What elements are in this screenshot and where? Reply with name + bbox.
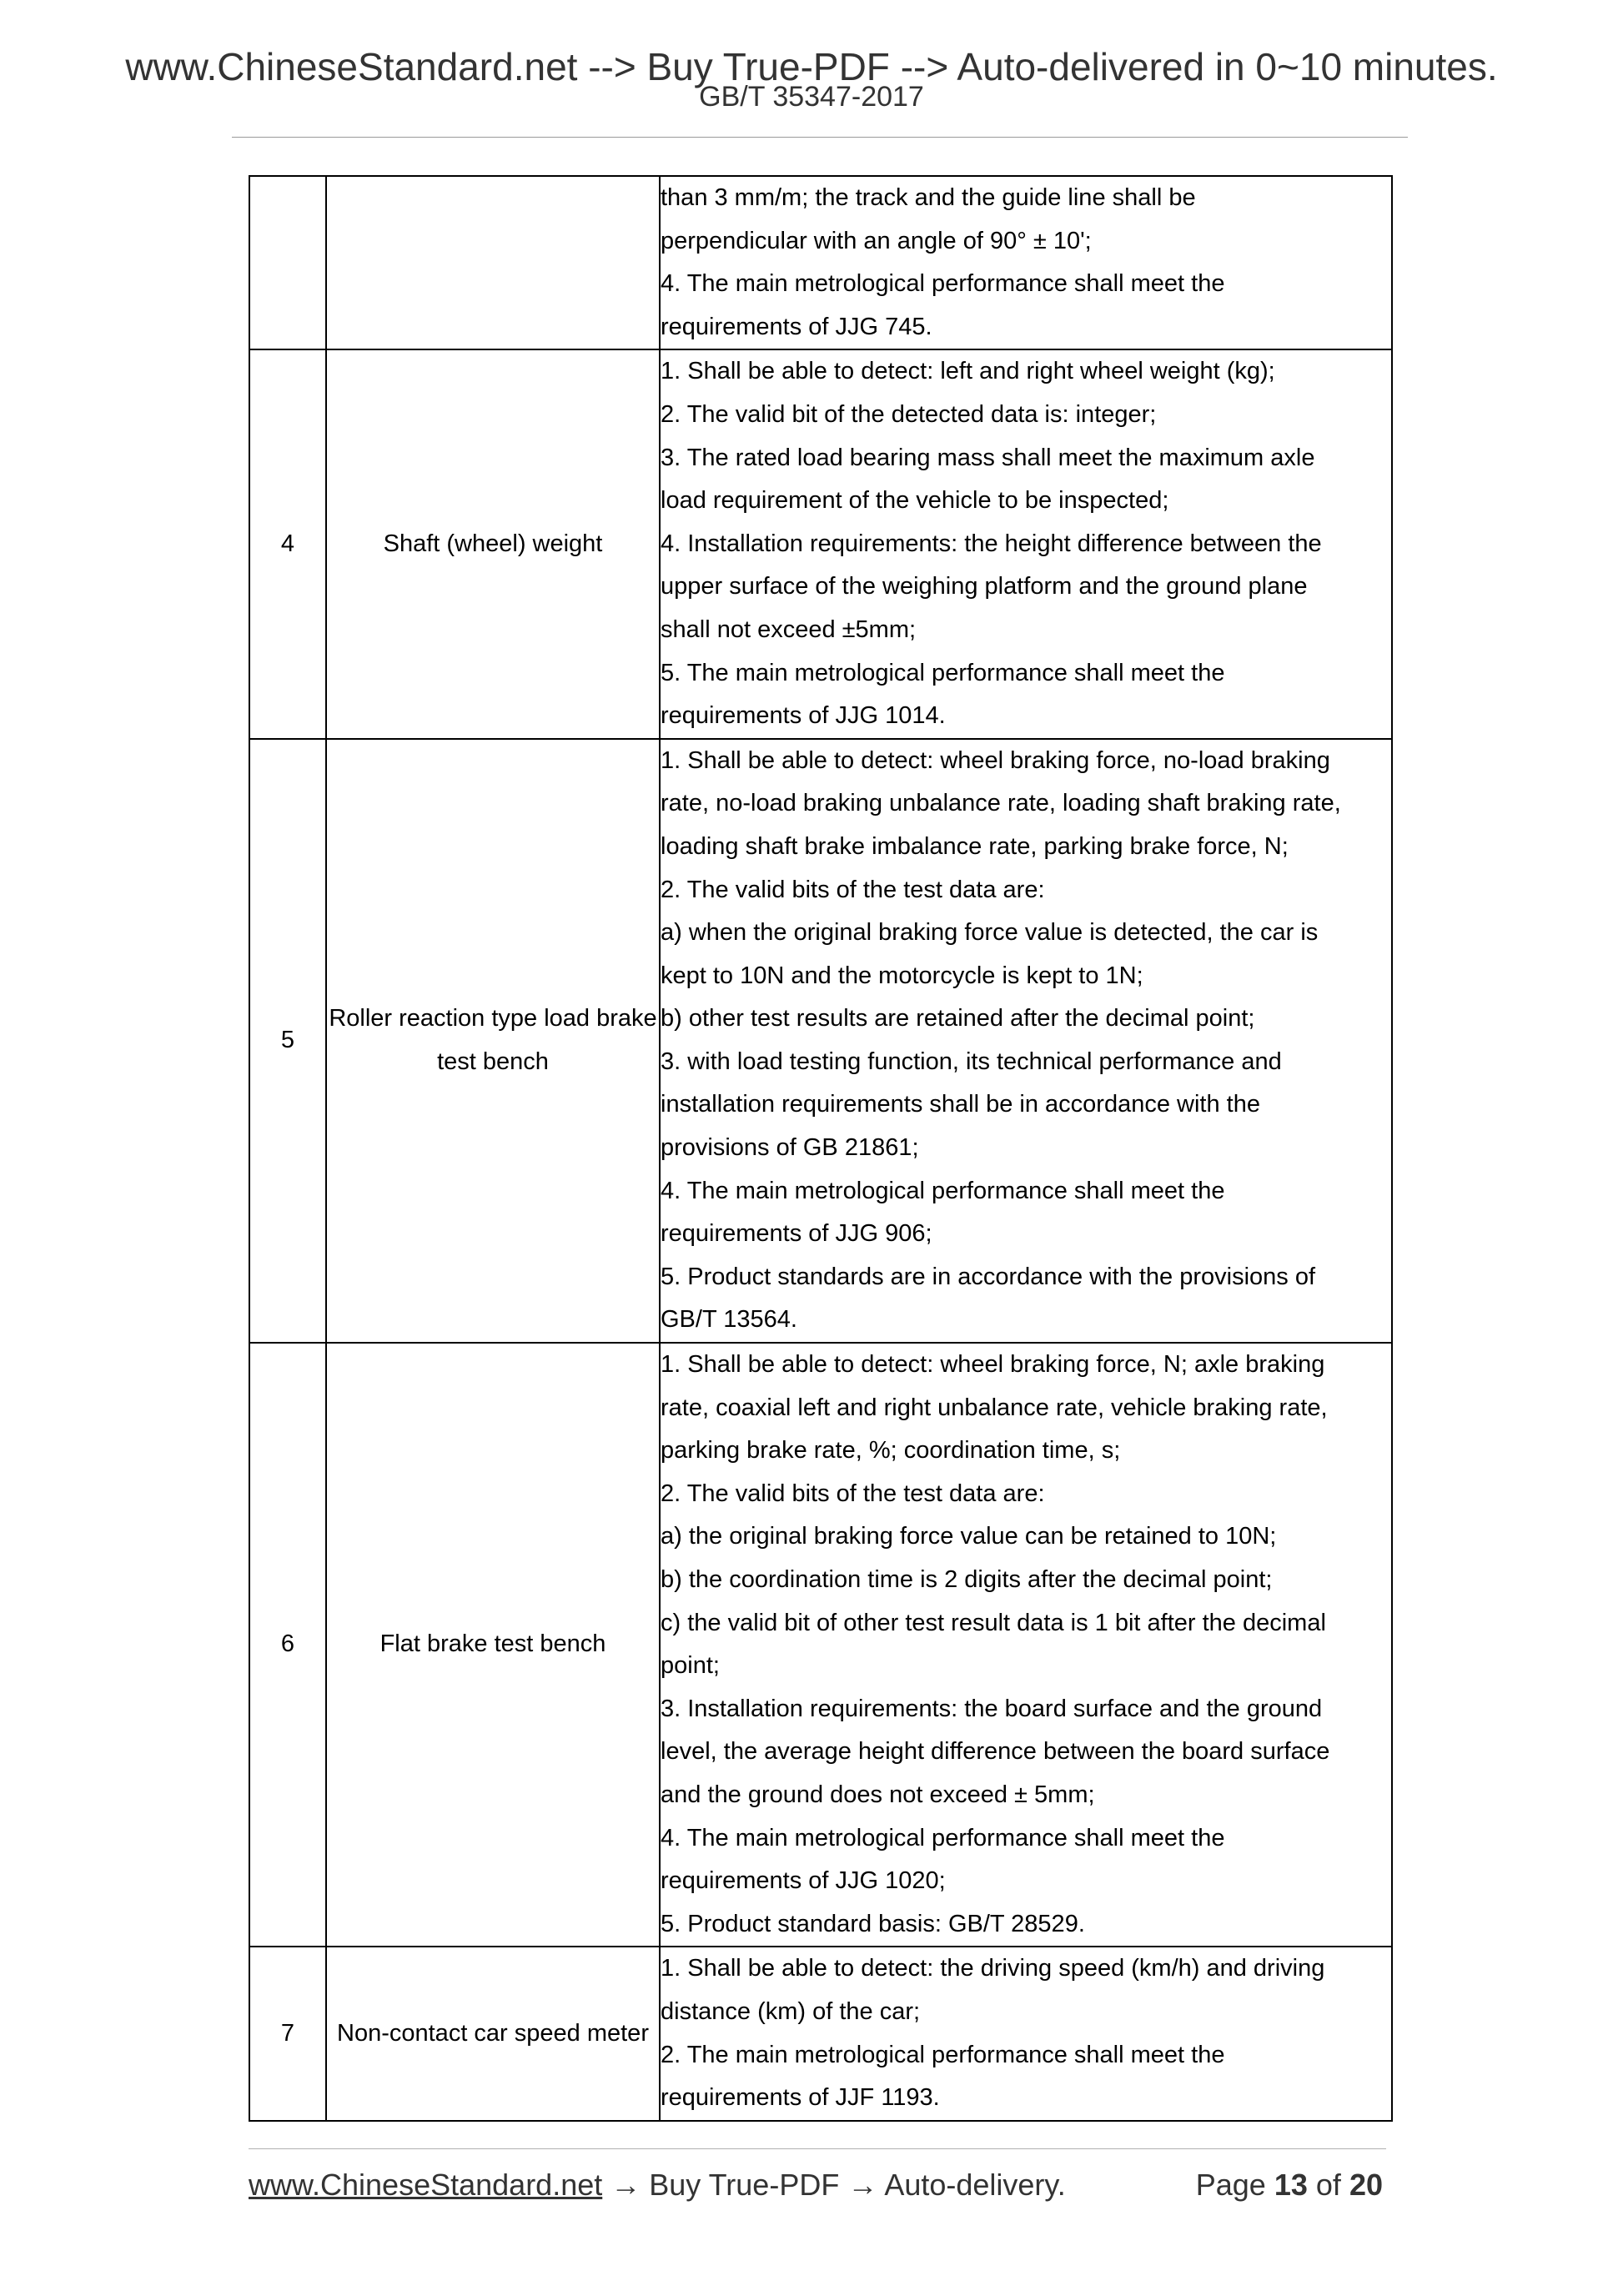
table-row [249,739,1392,1343]
requirement-line: requirements of JJG 1020; [661,1867,946,1895]
page-label: Page [1195,2168,1266,2202]
requirement-line: loading shaft brake imbalance rate, parking brake force, N; [661,832,1289,860]
of-label: of [1315,2168,1341,2202]
requirement-line: 5. Product standards are in accordance with the provisions of [661,1263,1316,1290]
requirement-line: 2. The main metrological performance shall meet the [661,2041,1225,2068]
item-requirements [660,1947,1392,2120]
requirement-line: 3. with load testing function, its technical performance and [661,1048,1282,1075]
item-requirements [660,1343,1392,1947]
total-pages: 20 [1349,2168,1383,2202]
item-requirements [660,739,1392,1343]
requirement-line: 5. Product standard basis: GB/T 28529. [661,1910,1085,1937]
requirement-line: 5. The main metrological performance shall meet the [661,659,1225,686]
requirement-line: rate, no-load braking unbalance rate, loading shaft braking rate, [661,790,1341,817]
table-row [249,1343,1392,1947]
requirement-line: requirements of JJG 1014. [661,702,946,730]
item-name: Roller reaction type load brake test bench [326,739,660,1343]
requirement-line: rate, coaxial left and right unbalance rate, vehicle braking rate, [661,1394,1328,1421]
item-number [249,176,326,349]
table-row [249,349,1392,738]
requirements-table-body [249,176,1392,2121]
item-number: 7 [249,1947,326,2120]
item-name: Non-contact car speed meter [326,1947,660,2120]
requirements-table [249,175,1393,2122]
item-number: 4 [249,349,326,738]
requirement-line: 3. The rated load bearing mass shall meet the maximum axle [661,444,1315,471]
requirement-line: 4. The main metrological performance shall meet the [661,1177,1225,1204]
requirement-line: 2. The valid bits of the test data are: [661,1480,1045,1507]
requirement-line: point; [661,1652,720,1680]
footer-promo [249,2167,1066,2203]
requirement-line: shall not exceed ±5mm; [661,615,917,643]
requirement-line: requirements of JJG 906; [661,1220,932,1248]
footer-divider [249,2148,1386,2149]
item-requirements [660,176,1392,349]
requirement-line: a) the original braking force value can be retained to 10N; [661,1523,1277,1550]
requirement-line: c) the valid bit of other test result data is 1 bit after the decimal [661,1609,1326,1636]
requirement-line: and the ground does not exceed ± 5mm; [661,1781,1095,1808]
requirement-line: b) the coordination time is 2 digits after the decimal point; [661,1566,1273,1593]
requirement-line: 1. Shall be able to detect: the driving speed (km/h) and driving [661,1955,1325,1982]
table-row [249,176,1392,349]
page-number: 13 [1274,2168,1308,2202]
footer-tagline: → Buy True-PDF → Auto-delivery. [602,2168,1066,2202]
requirement-line: 2. The valid bits of the test data are: [661,876,1045,903]
requirement-line: than 3 mm/m; the track and the guide line shall be [661,184,1196,211]
table-row [249,1947,1392,2120]
item-name: Flat brake test bench [326,1343,660,1947]
requirement-line: kept to 10N and the motorcycle is kept to 1N; [661,962,1143,989]
item-number: 5 [249,739,326,1343]
requirement-line: provisions of GB 21861; [661,1134,919,1162]
requirement-line: 1. Shall be able to detect: wheel braking force, no-load braking [661,746,1330,774]
requirement-line: 1. Shall be able to detect: wheel braking force, N; axle braking [661,1351,1325,1379]
requirement-line: GB/T 13564. [661,1306,797,1334]
page-indicator [1196,2167,1383,2203]
requirement-line: upper surface of the weighing platform and the ground plane [661,573,1308,600]
requirement-line: installation requirements shall be in accordance with the [661,1091,1260,1118]
standard-code: GB/T 35347-2017 [699,81,924,113]
requirement-line: b) other test results are retained after the decimal point; [661,1005,1255,1032]
requirement-line: 3. Installation requirements: the board surface and the ground [661,1695,1323,1722]
requirement-line: 4. The main metrological performance shall meet the [661,1824,1225,1851]
site-banner: www.ChineseStandard.net --> Buy True-PDF --> Auto-delivered in 0~10 minutes. [125,45,1498,88]
item-name: Shaft (wheel) weight [326,349,660,738]
requirement-line: requirements of JJF 1193. [661,2084,940,2112]
requirement-line: requirements of JJG 745. [661,313,932,340]
requirement-line: 4. Installation requirements: the height difference between the [661,530,1322,557]
requirement-line: load requirement of the vehicle to be inspected; [661,487,1169,515]
requirement-line: 4. The main metrological performance shall meet the [661,270,1225,298]
requirement-line: a) when the original braking force value is detected, the car is [661,919,1319,947]
requirement-line: 1. Shall be able to detect: left and right wheel weight (kg); [661,358,1275,385]
requirement-line: distance (km) of the car; [661,1997,921,2025]
header-divider [232,137,1408,138]
requirement-line: parking brake rate, %; coordination time, s; [661,1437,1121,1465]
item-number: 6 [249,1343,326,1947]
site-link[interactable]: www.ChineseStandard.net [249,2168,603,2202]
requirement-line: perpendicular with an angle of 90° ± 10'; [661,227,1092,254]
requirement-line: 2. The valid bit of the detected data is: integer; [661,400,1157,428]
requirement-line: level, the average height difference between the board surface [661,1738,1330,1766]
item-name [326,176,660,349]
item-requirements [660,349,1392,738]
